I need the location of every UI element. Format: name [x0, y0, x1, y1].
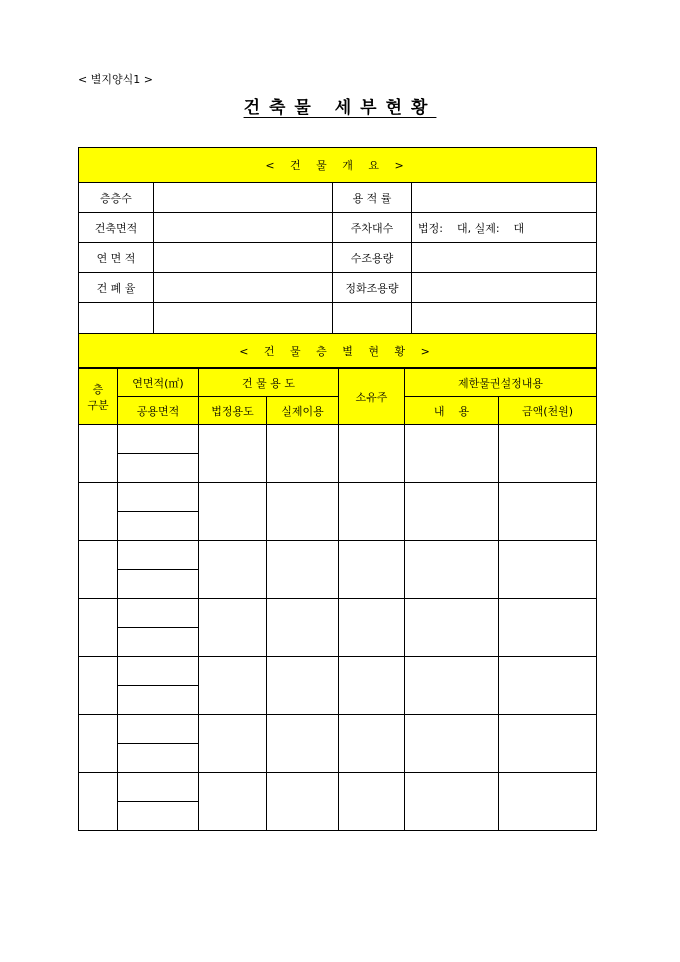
overview-value-cell[interactable]: [154, 213, 333, 243]
restrict-content-cell[interactable]: [405, 715, 499, 773]
area-cell[interactable]: [118, 483, 199, 512]
floor-cell[interactable]: [79, 425, 118, 483]
overview-row: [79, 243, 597, 273]
floor-cell[interactable]: [79, 773, 118, 831]
owner-cell[interactable]: [339, 425, 405, 483]
actual-use-cell[interactable]: [267, 425, 339, 483]
restrict-content-cell[interactable]: [405, 483, 499, 541]
overview-label: 수조용량: [333, 243, 412, 273]
restrict-amount-header: 금액(천원): [499, 397, 597, 425]
legal-use-cell[interactable]: [199, 483, 267, 541]
common-area-cell[interactable]: [118, 454, 199, 483]
floors-header: < 건 물 층 별 현 황 >: [79, 334, 597, 368]
overview-label: 건축면적: [79, 213, 154, 243]
common-area-cell[interactable]: [118, 512, 199, 541]
overview-value-cell[interactable]: [154, 243, 333, 273]
restrict-amount-cell[interactable]: [499, 425, 597, 483]
overview-table: [78, 147, 597, 368]
restrict-content-cell[interactable]: [405, 773, 499, 831]
floor-cell[interactable]: [79, 541, 118, 599]
legal-use-cell[interactable]: [199, 715, 267, 773]
owner-cell[interactable]: [339, 715, 405, 773]
overview-value-cell[interactable]: [154, 183, 333, 213]
floor-row: [79, 541, 597, 570]
floor-row: [79, 773, 597, 802]
area-cell[interactable]: [118, 599, 199, 628]
legal-use-cell[interactable]: [199, 541, 267, 599]
overview-value-cell[interactable]: [154, 273, 333, 303]
overview-label: 건 폐 율: [79, 273, 154, 303]
area-cell[interactable]: [118, 657, 199, 686]
area-cell[interactable]: [118, 715, 199, 744]
overview-label: 주차대수: [333, 213, 412, 243]
restrict-amount-cell[interactable]: [499, 483, 597, 541]
floor-division-header: [79, 369, 118, 425]
overview-value-cell[interactable]: [412, 183, 597, 213]
overview-value-cell[interactable]: [412, 303, 597, 334]
area-cell[interactable]: [118, 425, 199, 454]
overview-label: 층층수: [79, 183, 154, 213]
area-cell[interactable]: [118, 773, 199, 802]
common-area-cell[interactable]: [118, 570, 199, 599]
owner-cell[interactable]: [339, 599, 405, 657]
floor-cell[interactable]: [79, 715, 118, 773]
title-text: 건축물 세부현황: [243, 98, 437, 118]
common-area-header: 공용면적: [118, 397, 199, 425]
page-title: [0, 93, 680, 118]
restrict-amount-cell[interactable]: [499, 715, 597, 773]
actual-use-cell[interactable]: [267, 541, 339, 599]
overview-value-cell[interactable]: [412, 243, 597, 273]
use-header: 건 물 용 도: [199, 369, 339, 397]
floor-row: [79, 657, 597, 686]
floor-cell[interactable]: [79, 599, 118, 657]
common-area-cell[interactable]: [118, 744, 199, 773]
restrict-amount-cell[interactable]: [499, 657, 597, 715]
actual-use-cell[interactable]: [267, 657, 339, 715]
overview-value-cell[interactable]: [154, 303, 333, 334]
restrict-content-cell[interactable]: [405, 425, 499, 483]
actual-use-header: 실제이용: [267, 397, 339, 425]
overview-label: 용 적 률: [333, 183, 412, 213]
restrict-amount-cell[interactable]: [499, 599, 597, 657]
overview-label: 정화조용량: [333, 273, 412, 303]
overview-label: [79, 303, 154, 334]
owner-cell[interactable]: [339, 773, 405, 831]
floor-row: [79, 425, 597, 454]
restrict-header: 제한물권설정내용: [405, 369, 597, 397]
overview-row: [79, 213, 597, 243]
legal-use-cell[interactable]: [199, 599, 267, 657]
legal-use-cell[interactable]: [199, 425, 267, 483]
restrict-content-cell[interactable]: [405, 541, 499, 599]
floor-header-bottom: 구분: [87, 398, 109, 412]
owner-header: 소유주: [339, 369, 405, 425]
actual-use-cell[interactable]: [267, 483, 339, 541]
owner-cell[interactable]: [339, 483, 405, 541]
restrict-amount-cell[interactable]: [499, 773, 597, 831]
area-header: 연면적(㎡): [118, 369, 199, 397]
overview-row: [79, 303, 597, 334]
overview-header: < 건 물 개 요 >: [79, 148, 597, 183]
legal-use-header: 법정용도: [199, 397, 267, 425]
common-area-cell[interactable]: [118, 628, 199, 657]
annex-label: < 별지양식1 >: [78, 73, 153, 86]
legal-use-cell[interactable]: [199, 657, 267, 715]
overview-value-cell[interactable]: [412, 273, 597, 303]
overview-label: [333, 303, 412, 334]
floor-row: [79, 483, 597, 512]
floor-row: [79, 599, 597, 628]
restrict-content-cell[interactable]: [405, 657, 499, 715]
common-area-cell[interactable]: [118, 802, 199, 831]
area-cell[interactable]: [118, 541, 199, 570]
owner-cell[interactable]: [339, 657, 405, 715]
floor-cell[interactable]: [79, 483, 118, 541]
parking-count-value[interactable]: 법정: 대, 실제: 대: [412, 213, 597, 243]
floor-row: [79, 715, 597, 744]
legal-use-cell[interactable]: [199, 773, 267, 831]
restrict-amount-cell[interactable]: [499, 541, 597, 599]
actual-use-cell[interactable]: [267, 715, 339, 773]
common-area-cell[interactable]: [118, 686, 199, 715]
overview-label: 연 면 적: [79, 243, 154, 273]
owner-cell[interactable]: [339, 541, 405, 599]
restrict-content-header: 내 용: [405, 397, 499, 425]
overview-row: [79, 273, 597, 303]
actual-use-cell[interactable]: [267, 599, 339, 657]
floors-table: [78, 368, 597, 831]
floor-header-top: 층: [92, 382, 104, 396]
actual-use-cell[interactable]: [267, 773, 339, 831]
floor-cell[interactable]: [79, 657, 118, 715]
restrict-content-cell[interactable]: [405, 599, 499, 657]
overview-row: [79, 183, 597, 213]
